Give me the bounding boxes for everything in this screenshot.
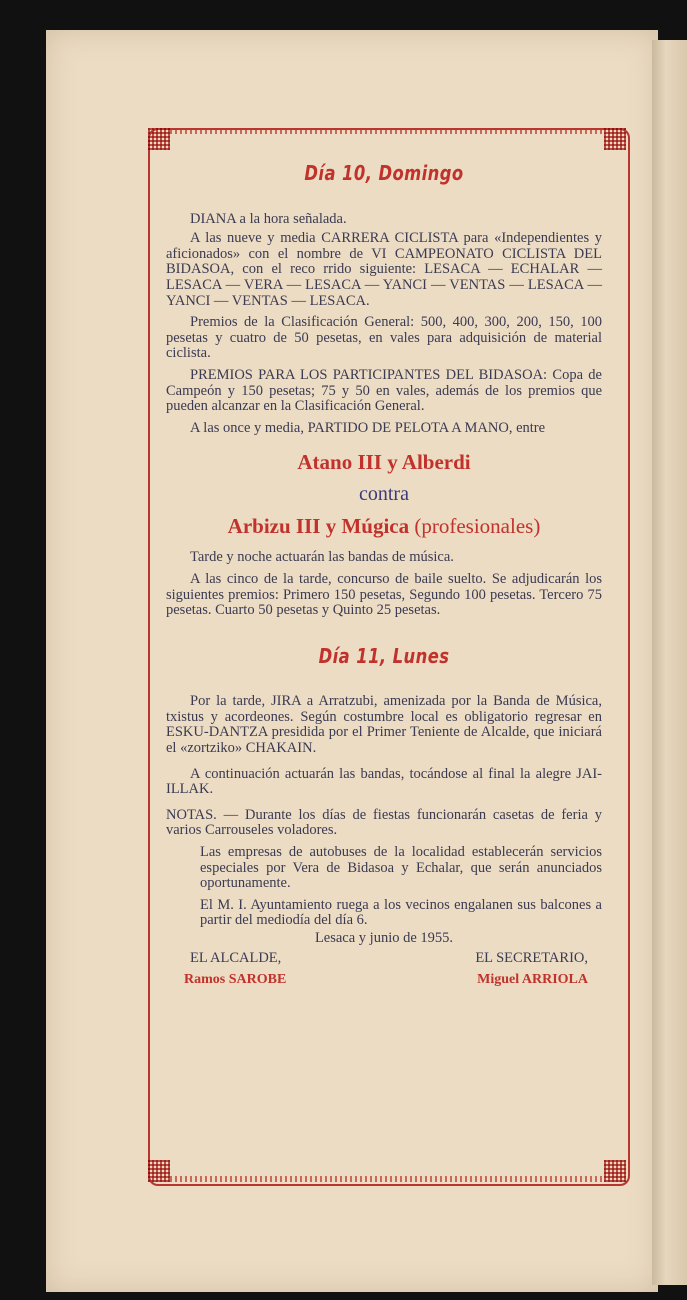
day10-general-prizes: Premios de la Clasificación General: 500, 400, 300, 200, 150, 100 pesetas y cuatro de 50 pesetas, en vales para adquisición de material ciclista. [166, 314, 602, 362]
day10-pelota-match: A las once y media, PARTIDO DE PELOTA A MANO, entre [190, 419, 546, 436]
notes-buses: Las empresas de autobuses de la localidad establecerán servicios especiales por Vera de Bidasoa y Echalar, que serán anunciados oportunamente. [200, 844, 602, 892]
program-content [166, 161, 602, 988]
signature-names [166, 972, 602, 988]
day10-bands: Tarde y noche actuarán las bandas de música. [190, 549, 454, 566]
versus-label: contra [359, 483, 409, 506]
secretary-title: EL SECRETARIO, [475, 949, 588, 966]
signature-titles [166, 951, 602, 967]
secretary-name: Miguel ARRIOLA [477, 972, 588, 988]
day10-diana: DIANA a la hora señalada. [190, 210, 347, 227]
day10-heading: Día 10, Domingo [304, 161, 464, 185]
frame-top-hatch [170, 128, 604, 134]
frame-corner-bottom-left [148, 1160, 170, 1182]
footer-date: Lesaca y junio de 1955. [314, 930, 454, 946]
day10-bidasoa-prizes: PREMIOS PARA LOS PARTICIPANTES DEL BIDASOA: Copa de Campeón y 150 pesetas; 75 y 50 en vales, además de los premios que pueden alcanzar en la Clasificación General. [166, 366, 602, 415]
notes-balconies: El M. I. Ayuntamiento ruega a los vecinos engalanen sus balcones a partir del mediodía del día 6. [200, 896, 602, 929]
day11-heading: Día 11, Lunes [318, 643, 450, 668]
frame-corner-bottom-right [604, 1160, 626, 1182]
day10-dance-contest: A las cinco de la tarde, concurso de baile suelto. Se adjudicarán los siguientes premios: Primero 150 pesetas, Segundo 100 pesetas. Tercero 75 pesetas. Cuarto 50 pesetas y Quinto 25 pesetas. [166, 570, 602, 619]
team-two: Arbizu III y Múgica [227, 514, 410, 539]
team-one: Atano III y Alberdi [297, 450, 471, 475]
day11-bands: A continuación actuarán las bandas, tocándose al final la alegre JAI-ILLAK. [166, 765, 602, 798]
mayor-title: EL ALCALDE, [190, 949, 282, 966]
frame-bottom-hatch [170, 1176, 604, 1182]
page-spine [652, 40, 687, 1285]
notes-fair: NOTAS. — Durante los días de fiestas funcionarán casetas de feria y varios Carrouseles voladores. [166, 806, 602, 839]
mayor-name: Ramos SAROBE [184, 972, 287, 988]
day10-cycling-race: A las nueve y media CARRERA CICLISTA para «Independientes y aficionados» con el nombre de VI CAMPEONATO CICLISTA DEL BIDASOA, con el reco rrido siguiente: LESACA — ECHALAR — LESACA — VERA — LESACA — YANCI — VENTAS — LESACA — YANCI — VENTAS — LESACA. [166, 230, 602, 309]
team-two-line [166, 514, 602, 538]
day11-excursion: Por la tarde, JIRA a Arratzubi, amenizada por la Banda de Música, txistus y acordeones. Según costumbre local es obligatorio regresar en ESKU-DANTZA presidida por el Primer Teniente de Alcalde, que iniciará el «zortziko» CHAKAIN. [166, 693, 602, 757]
frame-corner-top-left [148, 128, 170, 150]
team-two-note: (profesionales) [414, 514, 541, 539]
frame-corner-top-right [604, 128, 626, 150]
